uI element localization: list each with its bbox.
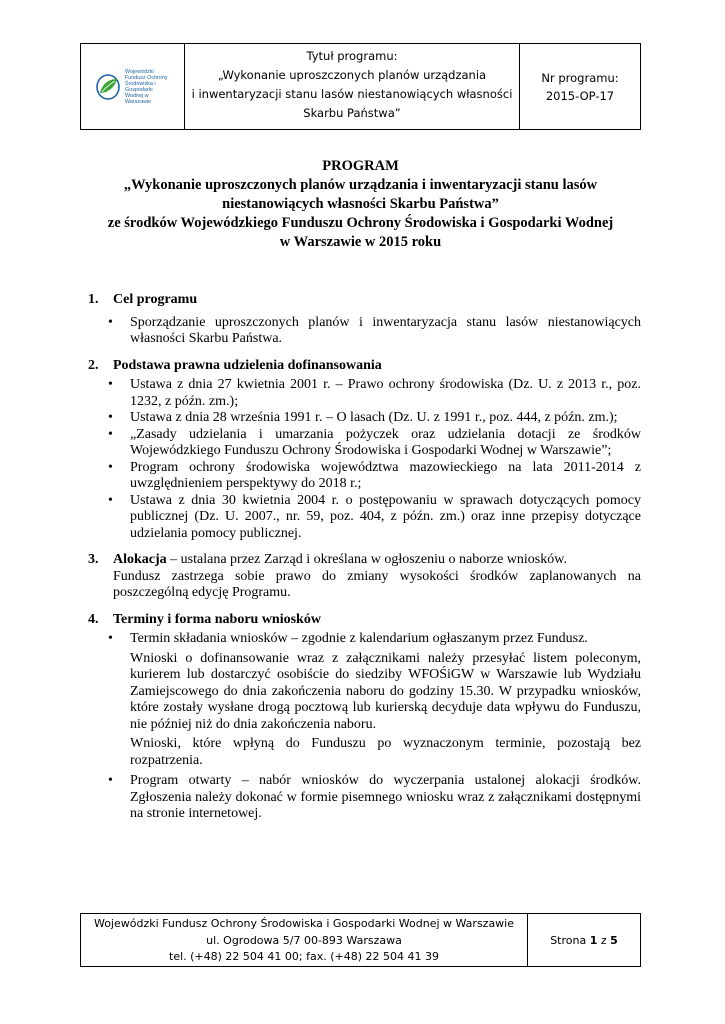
page-indicator: [528, 914, 640, 966]
page-label: Strona: [550, 933, 587, 947]
program-title-cell: [185, 44, 520, 129]
bullet-icon: •: [108, 459, 113, 475]
section-3: [88, 552, 641, 602]
section-2: [88, 358, 641, 543]
list-item: • Program otwarty – nabór wniosków do wyczerpania ustalonej alokacji środków. Zgłoszenia należy dokonać w formie pisemnego wniosku wraz z załącznikami dostępnymi na stronie internetowej.: [108, 773, 641, 821]
bullet-list: [88, 377, 641, 542]
program-label: PROGRAM: [322, 158, 399, 174]
list-item: • Ustawa z dnia 27 kwietnia 2001 r. – Prawo ochrony środowiska (Dz. U. z 2013 r., poz. 1232, z późn. zm.);: [108, 377, 641, 409]
bullet-icon: •: [108, 773, 113, 788]
section-title: Podstawa prawna udzielenia dofinansowania: [113, 357, 382, 373]
section-heading: [88, 612, 641, 629]
footer-line: ul. Ogrodowa 5/7 00-893 Warszawa: [206, 933, 402, 947]
footer-line: tel. (+48) 22 504 41 00; fax. (+48) 22 504 41 39: [169, 950, 439, 963]
page-header: [80, 43, 641, 130]
section-number: 4.: [88, 611, 99, 627]
bullet-list: [88, 315, 641, 348]
bullet-icon: •: [108, 426, 113, 442]
bullet-list: [88, 631, 641, 648]
title-line: Skarbu Państwa”: [303, 106, 401, 120]
list-item: • Sporządzanie uproszczonych planów i inwentaryzacja stanu lasów niestanowiących własności Skarbu Państwa.: [108, 314, 641, 346]
program-title-line: w Warszawie w 2015 roku: [279, 234, 442, 250]
program-title-line: ze środków Wojewódzkiego Funduszu Ochrony Środowiska i Gospodarki Wodnej: [107, 215, 614, 231]
program-number-label: Nr programu:: [541, 70, 619, 85]
footer-address: [81, 914, 528, 966]
page-total: 5: [610, 933, 618, 947]
page-sep: z: [600, 933, 607, 947]
document-body: [88, 292, 641, 823]
bullet-icon: •: [108, 631, 113, 646]
section-title-rest: – ustalana przez Zarząd i określana w ogłoszeniu o naborze wniosków.: [166, 552, 567, 567]
bullet-icon: •: [108, 377, 113, 392]
page-footer: [80, 913, 641, 967]
section-heading: [88, 292, 641, 309]
logo-cell: [81, 44, 185, 129]
title-line: „Wykonanie uproszczonych planów urządzania: [217, 68, 487, 82]
program-number-value: 2015-OP-17: [545, 88, 615, 103]
list-item: • „Zasady udzielania i umarzania pożyczek oraz udzielania dotacji ze środków Wojewódzkiego Funduszu Ochrony Środowiska i Gospodarki Wodnej w Warszawie”;: [108, 426, 641, 458]
program-heading: [80, 157, 641, 252]
bullet-list: [88, 773, 641, 823]
section-number: 3.: [88, 552, 99, 567]
logo-text: Wojewódzki Fundusz Ochrony Środowiska i Gospodarki Wodnej w Warszawie: [125, 68, 168, 105]
bullet-icon: •: [108, 410, 113, 425]
section-title: Alokacja: [113, 552, 167, 567]
leaf-icon: [94, 73, 122, 101]
section-4: [88, 612, 641, 823]
wfosigw-logo: [94, 69, 171, 105]
title-line: Tytuł programu:: [306, 49, 398, 63]
program-title-line: niestanowiących własności Skarbu Państwa”: [222, 196, 499, 212]
section-1: [88, 292, 641, 348]
section-number: 1.: [88, 292, 99, 307]
section-heading: [88, 358, 641, 375]
list-item: • Program ochrony środowiska województwa mazowieckiego na lata 2011-2014 z uwzględnieniem perspektywy do 2018 r.;: [108, 459, 641, 491]
section-paragraph: Wnioski o dofinansowanie wraz z załącznikami należy przesyłać listem poleconym, kurierem lub dostarczyć osobiście do siedziby WFOŚiGW w Warszawie lub Wydziału Zamiejscowego do dnia zakończenia naboru do godziny 15.30. W przypadku wniosków, które zostały wysłane drogą pocztową lub kurierską decyduje data wpływu do Funduszu, nie później niż do dnia zakończenia naboru.: [130, 650, 641, 732]
section-paragraph: Fundusz zastrzega sobie prawo do zmiany wysokości środków zaplanowanych na poszczególną edycję Programu.: [113, 568, 641, 600]
list-item: • Termin składania wniosków – zgodnie z kalendarium ogłaszanym przez Fundusz.: [108, 631, 588, 646]
title-line: i inwentaryzacji stanu lasów niestanowiących własności: [191, 87, 513, 101]
program-number-cell: [520, 44, 640, 129]
section-title: Terminy i forma naboru wniosków: [113, 611, 321, 627]
section-heading: [88, 552, 641, 569]
program-title-line: „Wykonanie uproszczonych planów urządzania i inwentaryzacji stanu lasów: [123, 177, 598, 193]
section-title: Cel programu: [113, 292, 198, 307]
bullet-icon: •: [108, 314, 113, 330]
bullet-icon: •: [108, 492, 113, 508]
section-number: 2.: [88, 357, 99, 373]
section-paragraph: Wnioski, które wpłyną do Funduszu po wyznaczonym terminie, pozostają bez rozpatrzenia.: [130, 736, 641, 768]
footer-line: Wojewódzki Fundusz Ochrony Środowiska i Gospodarki Wodnej w Warszawie: [93, 917, 515, 930]
page-current: 1: [589, 933, 598, 947]
list-item: • Ustawa z dnia 28 września 1991 r. – O lasach (Dz. U. z 1991 r., poz. 444, z późn. zm.);: [108, 410, 618, 425]
list-item: • Ustawa z dnia 30 kwietnia 2004 r. o postępowaniu w sprawach dotyczących pomocy publicznej (Dz. U. 2007., nr. 59, poz. 404, z późn. zm.) oraz inne przepisy dotyczące udzielania pomocy publicznej.: [108, 492, 641, 541]
